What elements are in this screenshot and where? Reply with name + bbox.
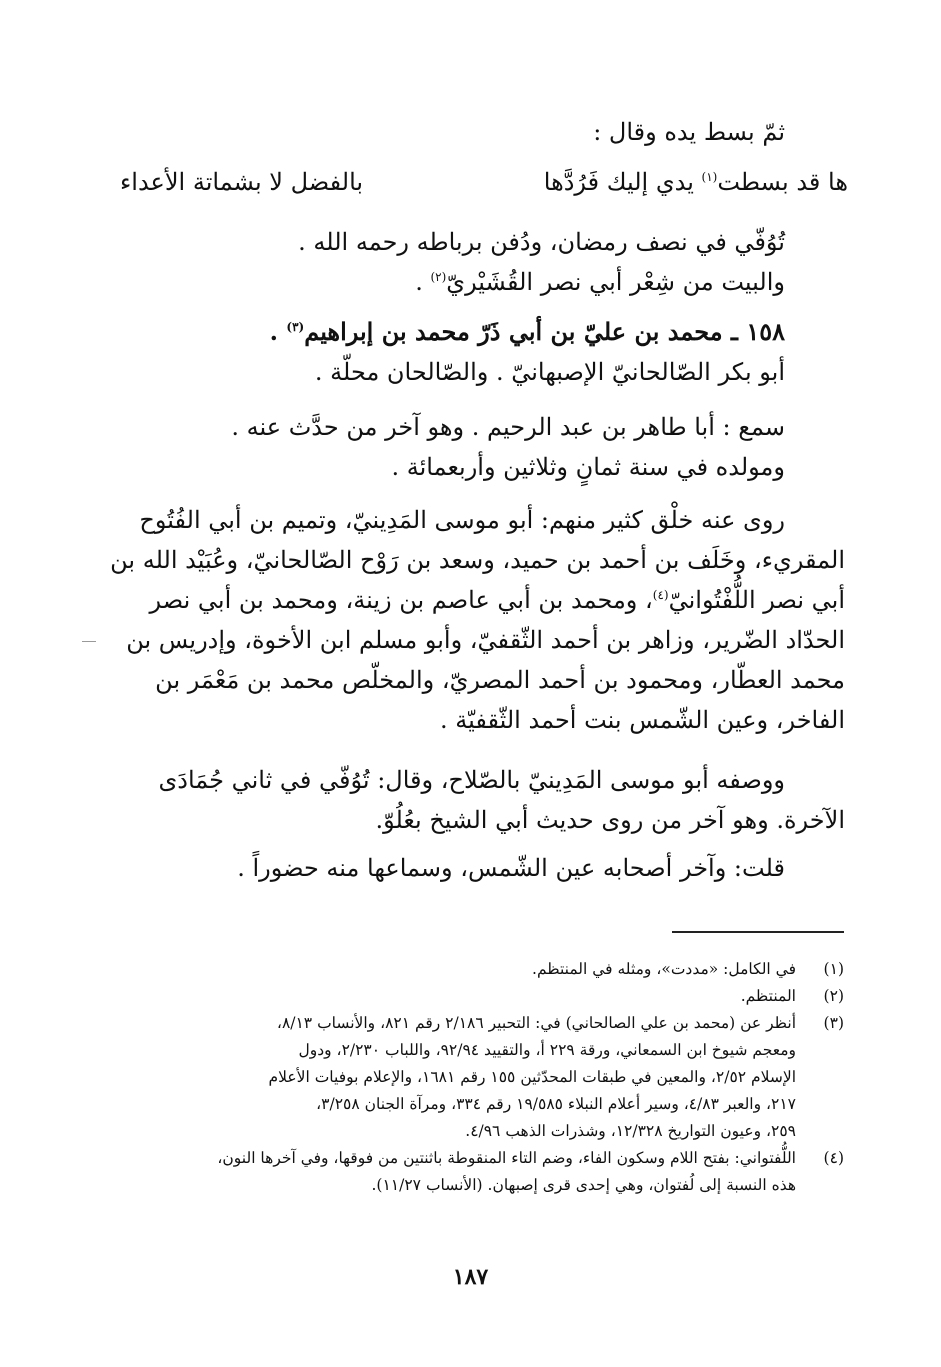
intro-paragraph [115, 112, 845, 152]
entry-name-end: . [269, 317, 287, 346]
footnote-3 [120, 1010, 844, 1145]
narrators-line-6: الفاخر، وعين الشّمس بنت أحمد الثّقفيّة . [439, 706, 845, 734]
verse-first-hemistich-text: ها قد بسطت [717, 168, 848, 196]
remark-paragraph [115, 848, 845, 888]
intro-line: ثمّ بسط يده وقال : [593, 118, 785, 146]
footnote-2 [120, 983, 844, 1010]
narrators-line-5: محمد العطّار، ومحمود بن أحمد المصريّ، والمخلّص محمد بن مَعْمَر بن [155, 666, 845, 694]
footnote-line: المنتظم. [740, 987, 796, 1005]
footnote-ref-2: (٢) [430, 270, 447, 284]
narrators-line-3 [115, 580, 845, 620]
heard-paragraph [115, 407, 845, 487]
verse-first-hemistich [544, 162, 848, 202]
death-note-paragraph [115, 222, 845, 302]
description-paragraph [115, 760, 845, 840]
footnote-line: أنظر عن (محمد بن علي الصالحاني) في: التحبير ٢/١٨٦ رقم ٨٢١، والأنساب ٨/١٣، [276, 1014, 796, 1032]
footnote-ref-4: (٤) [652, 588, 669, 602]
heard-line-1: سمع : أبا طاهر بن عبد الرحيم . وهو آخر من حدَّث عنه . [231, 413, 785, 441]
verse-first-hemistich-rest: يدي إليك فَرُدَّها [543, 168, 702, 196]
footnote-ref-3: (٣) [286, 320, 305, 334]
verse-second-hemistich: بالفضل لا بشماتة الأعداء [120, 168, 364, 196]
narrators-line-1: روى عنه خلْق كثير منهم: أبو موسى المَدِينيّ، وتميم بن أبي الفُتُوح [139, 506, 785, 534]
narrators-line-3-end: ، ومحمد بن أبي عاصم بن زينة، ومحمد بن أبي نصر [149, 586, 653, 614]
footnote-number: (٤) [823, 1149, 844, 1167]
footnote-separator [672, 931, 844, 933]
description-line-1: ووصفه أبو موسى المَدِينيّ بالصّلاح، وقال: تُوُفّي في ثاني جُمَادَى [158, 766, 785, 794]
narrators-paragraph [110, 500, 845, 740]
entry-name: محمد بن عليّ بن أبي ذَرّ محمد بن إبراهيم [304, 317, 723, 346]
margin-mark [82, 641, 96, 642]
death-note-line-2-end: . [415, 268, 431, 296]
narrators-line-2: المقريء، وخَلَف بن أحمد بن حميد، وسعد بن رَوْح الصّالحانيّ، وعُبَيْد الله بن [110, 546, 845, 574]
narrators-line-3-start: أبي نصر اللُّفْتُوانيّ [668, 586, 845, 614]
footnote-line: اللُّفتواني: بفتح اللام وسكون الفاء، وضم التاء المنقوطة باثنتين من فوقها، وفي آخرها النون، [217, 1149, 796, 1167]
footnote-4 [120, 1145, 844, 1199]
poetry-verse [120, 162, 848, 202]
footnote-ref-1: (١) [701, 170, 718, 184]
entry-heading-block [115, 312, 845, 392]
entry-heading [115, 312, 845, 352]
death-note-line-2-text: والبيت من شِعْر أبي نصر القُشَيْريّ [446, 268, 785, 296]
remark-line: قلت: وآخر أصحابه عين الشّمس، وسماعها منه حضوراً . [237, 854, 785, 882]
footnote-number: (١) [823, 960, 844, 978]
footnote-line: في الكامل: «مددت»، ومثله في المنتظم. [532, 960, 796, 978]
heard-line-2: ومولده في سنة ثمانٍ وثلاثين وأربعمائة . [391, 453, 785, 481]
entry-nisba: أبو بكر الصّالحانيّ الإصبهانيّ . والصّالحان محلّة . [314, 358, 785, 386]
footnote-1 [120, 956, 844, 983]
death-note-line-2 [115, 262, 845, 302]
footnote-number: (٣) [823, 1014, 844, 1032]
footnote-line: ومعجم شيوخ ابن السمعاني، ورقة ٢٢٩ أ، والتقييد ٩٢/٩٤، واللباب ٢/٢٣٠، ودول [298, 1041, 796, 1059]
footnote-number: (٢) [823, 987, 844, 1005]
description-line-2: الآخرة. وهو آخر من روى حديث أبي الشيخ بعُلُوّ. [375, 806, 845, 834]
footnote-line: الإسلام ٢/٥٢، والمعين في طبقات المحدّثين ١٥٥ رقم ١٦٨١، والإعلام بوفيات الأعلام [268, 1068, 796, 1086]
footnote-line: هذه النسبة إلى لُفتوان، وهي إحدى قرى إصبهان. (الأنساب ١١/٢٧). [371, 1176, 796, 1194]
entry-number: ١٥٨ ـ [722, 317, 785, 346]
footnotes-section [120, 956, 844, 1199]
footnote-line: ٢٥٩، وعيون التواريخ ١٢/٣٢٨، وشذرات الذهب ٤/٩٦. [465, 1122, 796, 1140]
footnote-line: ٢١٧، والعبر ٤/٨٣، وسير أعلام النبلاء ١٩/٥٨٥ رقم ٣٣٤، ومرآة الجنان ٣/٢٥٨، [316, 1095, 796, 1113]
page-number: ١٨٧ [452, 1264, 489, 1290]
narrators-line-4: الحدّاد الضّرير، وزاهر بن أحمد الثّقفيّ، وأبو مسلم ابن الأخوة، وإدريس بن [126, 626, 845, 654]
death-note-line-1: تُوُفّي في نصف رمضان، ودُفن برباطه رحمه الله . [298, 228, 785, 256]
